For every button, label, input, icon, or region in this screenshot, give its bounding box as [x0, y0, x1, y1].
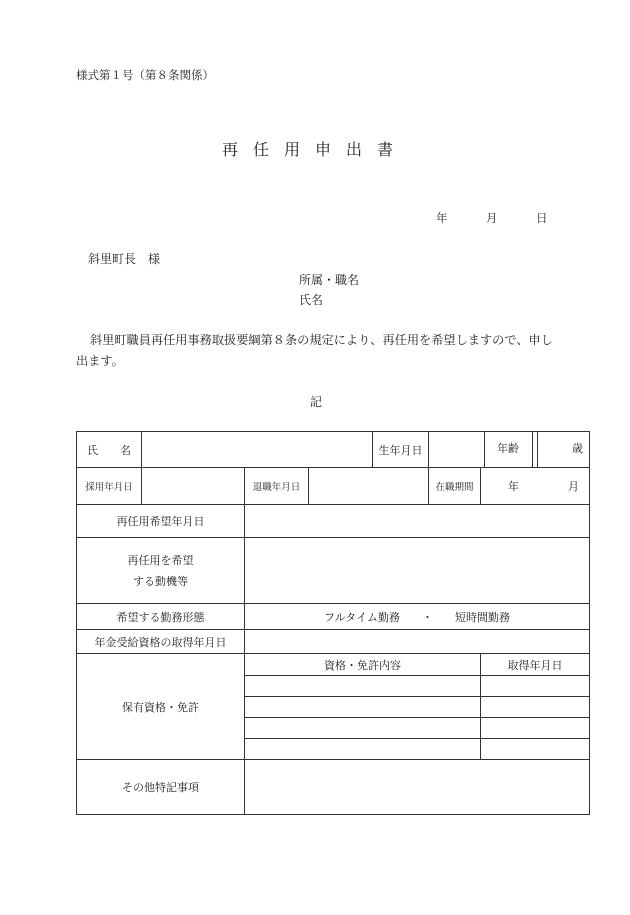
table-row	[77, 505, 590, 538]
hire-date-label-cell: 採用年月日	[77, 468, 142, 505]
desired-date-field[interactable]	[245, 505, 590, 538]
desired-date-label-cell: 再任用希望年月日	[77, 505, 245, 538]
qual-content-field[interactable]	[245, 718, 481, 739]
qual-date-field[interactable]	[481, 676, 590, 697]
motive-field[interactable]	[245, 538, 590, 604]
date-day: 日	[536, 211, 548, 225]
birth-label-cell: 生年月日	[373, 432, 429, 468]
pension-date-field[interactable]	[245, 630, 590, 654]
application-table	[76, 431, 590, 815]
other-label-cell: その他特記事項	[77, 760, 245, 815]
table-row	[77, 468, 590, 505]
table-row	[77, 538, 590, 604]
motive-label-line2: する動機等	[133, 574, 188, 588]
date-year: 年	[436, 211, 448, 225]
name-label-cell: 氏 名	[77, 432, 142, 468]
qual-date-field[interactable]	[481, 739, 590, 760]
motive-label-line1: 再任用を希望	[127, 553, 194, 567]
age-unit: 歳	[572, 442, 583, 455]
work-type-label-cell: 希望する勤務形態	[77, 604, 245, 630]
tenure-year-unit: 年	[508, 480, 520, 493]
table-row	[77, 630, 590, 654]
name-field[interactable]	[142, 432, 373, 468]
tenure-label-cell: 在職期間	[429, 468, 481, 505]
qual-date-header: 取得年月日	[481, 654, 590, 676]
qual-date-field[interactable]	[481, 718, 590, 739]
qual-date-field[interactable]	[481, 697, 590, 718]
request-statement: 斜里町職員再任用事務取扱要綱第８条の規定により、再任用を希望しますので、申し出ます。	[76, 333, 553, 368]
qual-content-header: 資格・免許内容	[245, 654, 481, 676]
pension-label-cell: 年金受給資格の取得年月日	[77, 630, 245, 654]
tenure-month-unit: 月	[568, 480, 580, 493]
form-number: 様式第１号（第８条関係）	[76, 68, 214, 82]
other-notes-field[interactable]	[245, 760, 590, 815]
ki-heading: 記	[310, 395, 323, 409]
age-label: 年齢	[497, 442, 519, 455]
qual-content-field[interactable]	[245, 676, 481, 697]
date-month: 月	[486, 211, 498, 225]
affiliation-label: 所属・職名	[299, 273, 360, 287]
qual-content-field[interactable]	[245, 697, 481, 718]
retire-date-label-cell: 退職年月日	[245, 468, 309, 505]
qualifications-label-cell: 保有資格・免許	[77, 654, 245, 760]
work-type-options[interactable]: フルタイム勤務 ・ 短時間勤務	[245, 604, 590, 630]
addressee: 斜里町長 様	[88, 252, 161, 266]
page-title: 再任用申出書	[221, 140, 408, 159]
qual-content-field[interactable]	[245, 739, 481, 760]
table-row	[77, 654, 590, 676]
hire-date-field[interactable]	[142, 468, 245, 505]
motive-label-cell	[77, 538, 245, 604]
retire-date-field[interactable]	[309, 468, 429, 505]
applicant-name-label: 氏名	[299, 293, 324, 307]
table-row	[77, 604, 590, 630]
birth-age-divider	[484, 431, 485, 467]
tenure-field[interactable]	[481, 468, 590, 505]
table-row	[77, 760, 590, 815]
